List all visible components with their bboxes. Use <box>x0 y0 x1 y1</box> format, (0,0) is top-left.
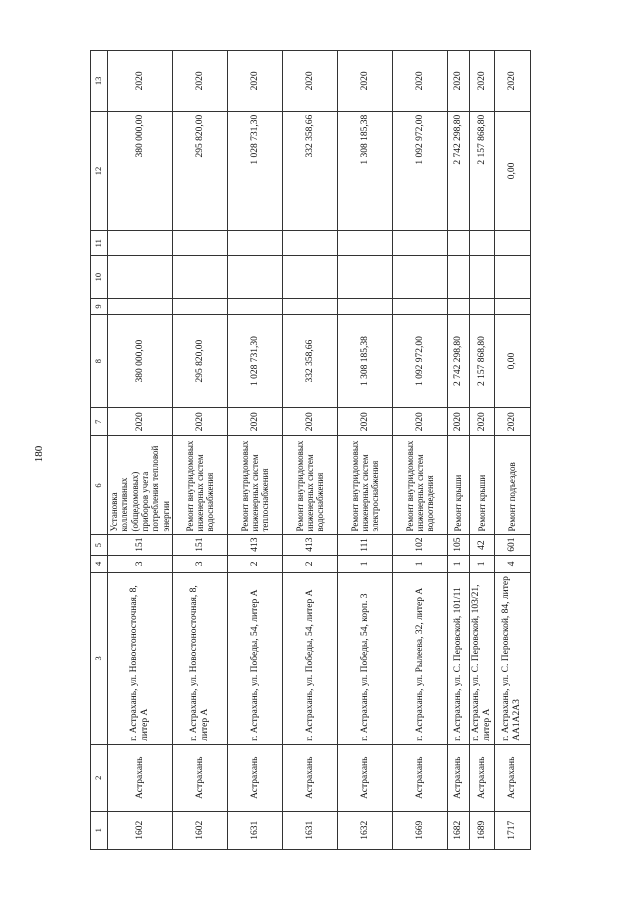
table-cell: 3 <box>173 555 228 572</box>
table-cell: Астрахань <box>228 744 283 811</box>
header-cell: 9 <box>91 298 108 314</box>
table-cell: 1632 <box>338 811 393 849</box>
table-cell: г. Астрахань, ул. Победы, 54, литер А <box>228 572 283 744</box>
table-cell: Астрахань <box>338 744 393 811</box>
table-cell: 2020 <box>393 51 448 112</box>
table-cell: 2020 <box>108 51 173 112</box>
table-cell <box>108 298 173 314</box>
table-cell: 2 157 868,80 <box>470 315 495 408</box>
table-cell: 1631 <box>283 811 338 849</box>
table-cell: 2 157 868,80 <box>470 111 495 230</box>
table-cell: Астрахань <box>494 744 530 811</box>
table-cell: 2020 <box>448 408 470 436</box>
header-cell: 10 <box>91 256 108 298</box>
table-cell: 2 <box>283 555 338 572</box>
table-cell: 380 000,00 <box>108 315 173 408</box>
table-cell: 2020 <box>470 51 495 112</box>
table-cell: 2020 <box>494 51 530 112</box>
table-row <box>448 51 470 850</box>
table-cell <box>108 256 173 298</box>
table-cell: 1 <box>470 555 495 572</box>
table-cell <box>283 231 338 256</box>
table-cell: г. Астрахань, ул. Новостоносточная, 8, литер А <box>173 572 228 744</box>
header-cell: 11 <box>91 231 108 256</box>
table-cell: Ремонт внутридомовых инженерных систем водоснабжения <box>173 436 228 535</box>
table-cell <box>173 298 228 314</box>
header-cell: 7 <box>91 408 108 436</box>
rotated-table-container <box>90 50 590 850</box>
table-cell <box>393 256 448 298</box>
table-cell: 1669 <box>393 811 448 849</box>
table-cell: 332 358,66 <box>283 315 338 408</box>
table-cell: 151 <box>108 535 173 555</box>
table-cell: г. Астрахань, ул. Рылеева, 32, литер А <box>393 572 448 744</box>
table-cell: 111 <box>338 535 393 555</box>
table-cell: Астрахань <box>173 744 228 811</box>
table-row <box>393 51 448 850</box>
table-cell: 1 092 972,00 <box>393 111 448 230</box>
table-cell: 1717 <box>494 811 530 849</box>
table-cell: 413 <box>228 535 283 555</box>
table-cell: г. Астрахань, ул. С. Перовской, 101/11 <box>448 572 470 744</box>
table-cell: 2020 <box>393 408 448 436</box>
table-cell <box>448 231 470 256</box>
table-cell: 1 092 972,00 <box>393 315 448 408</box>
table-cell: 2020 <box>470 408 495 436</box>
table-row <box>338 51 393 850</box>
table-cell: 295 820,00 <box>173 315 228 408</box>
table-cell <box>228 256 283 298</box>
table-cell: 2020 <box>283 51 338 112</box>
table-cell: Астрахань <box>283 744 338 811</box>
table-cell: 601 <box>494 535 530 555</box>
table-cell: 3 <box>108 555 173 572</box>
table-cell: 2020 <box>448 51 470 112</box>
header-cell: 3 <box>91 572 108 744</box>
table-cell <box>283 298 338 314</box>
table-cell: 0,00 <box>494 315 530 408</box>
table-cell <box>470 256 495 298</box>
table-row <box>173 51 228 850</box>
table-cell <box>393 231 448 256</box>
table-cell: Ремонт внутридомовых инженерных систем водоснабжения <box>283 436 338 535</box>
table-cell: Ремонт внутридомовых инженерных систем водоотведения <box>393 436 448 535</box>
table-cell: г. Астрахань, ул. Новостоносточная, 8, литер А <box>108 572 173 744</box>
table-cell: 42 <box>470 535 495 555</box>
table-row <box>108 51 173 850</box>
table-cell <box>470 231 495 256</box>
table-cell: г. Астрахань, ул. С. Перовской, 103/21, литер А <box>470 572 495 744</box>
table-cell <box>470 298 495 314</box>
table-cell <box>494 298 530 314</box>
table-cell: 2020 <box>283 408 338 436</box>
header-cell: 6 <box>91 436 108 535</box>
table-cell: 4 <box>494 555 530 572</box>
table-cell: 2 <box>228 555 283 572</box>
table-cell <box>108 231 173 256</box>
table-cell <box>448 298 470 314</box>
table-cell: 0,00 <box>494 111 530 230</box>
table-cell: 1602 <box>173 811 228 849</box>
table-cell: 332 358,66 <box>283 111 338 230</box>
table-cell: 2 742 298,80 <box>448 111 470 230</box>
table-cell: Астрахань <box>448 744 470 811</box>
table-cell: Ремонт внутридомовых инженерных систем теплоснабжения <box>228 436 283 535</box>
table-cell: г. Астрахань, ул. С. Перовской, 84, литер АА1А2А3 <box>494 572 530 744</box>
table-cell: 413 <box>283 535 338 555</box>
table-cell: 151 <box>173 535 228 555</box>
table-cell: Астрахань <box>108 744 173 811</box>
table-cell <box>393 298 448 314</box>
header-cell: 2 <box>91 744 108 811</box>
page-number: 180 <box>33 445 45 463</box>
rotated-table-frame <box>90 50 590 850</box>
table-cell <box>338 298 393 314</box>
table-cell: 1 308 185,38 <box>338 315 393 408</box>
table-cell <box>173 231 228 256</box>
header-cell: 5 <box>91 535 108 555</box>
table-cell: 2020 <box>173 51 228 112</box>
table-cell: 2020 <box>338 408 393 436</box>
table-cell: 1689 <box>470 811 495 849</box>
table-cell <box>338 256 393 298</box>
table-cell: 295 820,00 <box>173 111 228 230</box>
table-cell: 1 <box>338 555 393 572</box>
header-cell: 12 <box>91 111 108 230</box>
table-cell <box>173 256 228 298</box>
table-cell <box>228 231 283 256</box>
table-cell: 1631 <box>228 811 283 849</box>
table-cell: 1 028 731,30 <box>228 111 283 230</box>
table-cell: 105 <box>448 535 470 555</box>
table-cell: Ремонт крыши <box>470 436 495 535</box>
table-cell: 1 308 185,38 <box>338 111 393 230</box>
table-cell: 2020 <box>108 408 173 436</box>
table-cell <box>228 298 283 314</box>
table-cell: г. Астрахань, ул. Победы, 54, корп. 3 <box>338 572 393 744</box>
header-row <box>91 51 108 850</box>
table-cell: 380 000,00 <box>108 111 173 230</box>
table-row <box>283 51 338 850</box>
table-cell <box>494 231 530 256</box>
table-row <box>228 51 283 850</box>
table-cell <box>448 256 470 298</box>
table-cell: г. Астрахань, ул. Победы, 54, литер А <box>283 572 338 744</box>
table-cell <box>494 256 530 298</box>
table-cell: Астрахань <box>393 744 448 811</box>
table-cell: Ремонт подъездов <box>494 436 530 535</box>
header-cell: 13 <box>91 51 108 112</box>
table-row <box>470 51 495 850</box>
table-cell: 2020 <box>173 408 228 436</box>
table-cell: Ремонт крыши <box>448 436 470 535</box>
table-cell: 1 <box>448 555 470 572</box>
table-cell: 1 <box>393 555 448 572</box>
table-cell: 2020 <box>228 408 283 436</box>
table-cell: Астрахань <box>470 744 495 811</box>
header-cell: 4 <box>91 555 108 572</box>
table-cell <box>283 256 338 298</box>
table-cell: 2020 <box>494 408 530 436</box>
table-cell: 102 <box>393 535 448 555</box>
header-cell: 8 <box>91 315 108 408</box>
table-cell: Установка коллективных (общедомовых) приборов учета потребления тепловой энергии <box>108 436 173 535</box>
table-cell: 1602 <box>108 811 173 849</box>
table-cell: 2020 <box>228 51 283 112</box>
table-cell: 2 742 298,80 <box>448 315 470 408</box>
table-cell <box>338 231 393 256</box>
table-cell: Ремонт внутридомовых инженерных систем электроснабжения <box>338 436 393 535</box>
table-row <box>494 51 530 850</box>
repair-schedule-table <box>90 50 531 850</box>
header-cell: 1 <box>91 811 108 849</box>
table-cell: 1 028 731,30 <box>228 315 283 408</box>
table-cell: 2020 <box>338 51 393 112</box>
table-cell: 1682 <box>448 811 470 849</box>
